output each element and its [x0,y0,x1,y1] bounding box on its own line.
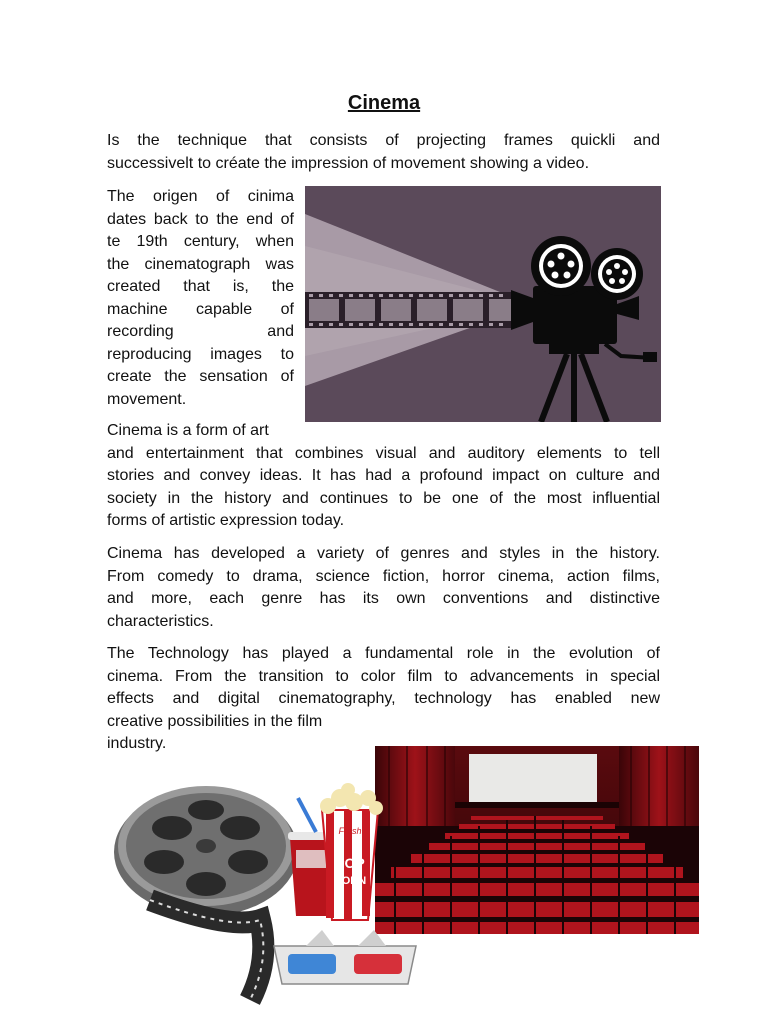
page-title: Cinema [347,92,421,114]
genres-paragraph [107,543,660,633]
text-line: Cinema has developed a variety of genres and styles in the history. [107,545,660,562]
text-line: reproducing images to [107,345,294,363]
art-form-paragraph [107,420,660,533]
text-line: dates back to the end of [107,210,294,228]
text-line: society in the history and continues to be one of the most influential [107,489,660,507]
text-line: characteristics. [107,612,214,630]
text-line: industry. [107,735,167,752]
popcorn-label-bottom: CORN [333,875,367,887]
text-line: recording and [107,323,294,340]
popcorn-label-top: POP [335,855,365,871]
text-line: creative possibilities in the film [107,712,323,730]
text-line: forms of artistic expression today. [107,512,345,529]
film-reel-icon [110,770,430,1010]
text-line: Cinema is a form of art [107,422,269,439]
popcorn-icon [320,783,383,920]
film-projector-icon [305,186,661,422]
cinema-clipart [110,770,430,1010]
text-line: effects and digital cinematography, technology has enabled new [107,690,660,707]
text-line: te 19th century, when [107,233,294,250]
text-line: and more, each genre has its own conventions and distinctive [107,590,660,607]
film-projector-image [305,186,661,422]
text-line: successivelt to créate the impression of movement showing a video. [107,154,590,172]
text-line: machine capable of [107,300,294,318]
text-line: The Technology has played a fundamental role in the evolution of [107,645,660,662]
text-line: create the sensation of [107,368,294,385]
text-line: cinema. From the transition to color film to advancements in special [107,667,660,685]
technology-paragraph [107,643,660,756]
text-line: the cinematograph was [107,255,294,273]
text-line: movement. [107,390,187,408]
origin-paragraph [107,186,294,411]
text-line: From comedy to drama, science fiction, horror cinema, action films, [107,567,660,585]
intro-paragraph [107,130,660,175]
text-line: created that is, the [107,278,294,295]
3d-glasses-icon [274,930,416,984]
text-line: The origen of cinima [107,188,294,205]
text-line: Is the technique that consists of projecting frames quickli and [107,132,660,149]
text-line: stories and convey ideas. It has had a profound impact on culture and [107,467,660,484]
text-line: and entertainment that combines visual and auditory elements to tell [107,444,660,462]
popcorn-brand: Fresh [338,826,362,836]
